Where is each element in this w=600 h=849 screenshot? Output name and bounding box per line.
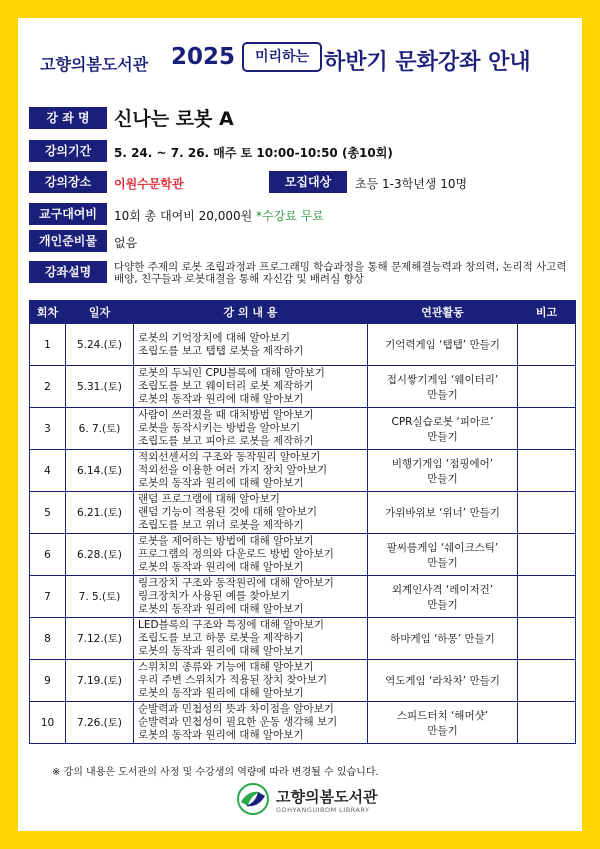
activity-line: 접시쌓기게임 ‘웨이터리’ bbox=[386, 373, 499, 386]
row-no: 3 bbox=[30, 408, 66, 450]
row-no: 4 bbox=[30, 450, 66, 492]
row-activity bbox=[368, 702, 518, 744]
row-content bbox=[134, 324, 368, 366]
row-remark bbox=[518, 618, 576, 660]
table-header-row bbox=[30, 301, 576, 324]
title-preview-tag: 미리하는 bbox=[242, 42, 322, 72]
row-content bbox=[134, 534, 368, 576]
footnote: ※ 강의 내용은 도서관의 사정 및 수강생의 역량에 따라 변경될 수 있습니다. bbox=[52, 767, 379, 778]
content-line: 랜덤 프로그램에 대해 알아보기 bbox=[138, 493, 280, 505]
row-content bbox=[134, 492, 368, 534]
content-line: 조립도를 보고 웨이터리 로봇 제작하기 bbox=[138, 380, 314, 392]
content-line: 스위치의 종류와 기능에 대해 알아보기 bbox=[138, 661, 314, 673]
course-label: 강 좌 명 bbox=[29, 107, 107, 129]
row-date: 5.24.(토) bbox=[66, 324, 134, 366]
row-content bbox=[134, 702, 368, 744]
activity-line: CPR실습로봇 ‘피아르’ bbox=[391, 415, 494, 428]
table-row bbox=[30, 324, 576, 366]
row-date: 7.19.(토) bbox=[66, 660, 134, 702]
row-remark bbox=[518, 702, 576, 744]
place-label: 강의장소 bbox=[29, 171, 107, 193]
row-no: 10 bbox=[30, 702, 66, 744]
row-activity bbox=[368, 660, 518, 702]
logo-name: 고향의봄도서관 bbox=[276, 788, 378, 806]
activity-line: 가위바위보 ‘위너’ 만들기 bbox=[385, 507, 500, 519]
content-line: 사람이 쓰러졌을 때 대처방법 알아보기 bbox=[138, 409, 314, 421]
content-line: 프로그램의 정의와 다운로드 방법 알아보기 bbox=[138, 548, 334, 560]
place-value: 이원수문학관 bbox=[114, 177, 184, 191]
row-remark bbox=[518, 408, 576, 450]
row-activity bbox=[368, 618, 518, 660]
activity-line: 기억력게임 ‘탭탭’ 만들기 bbox=[385, 339, 500, 351]
header-remark: 비고 bbox=[518, 301, 576, 324]
schedule-table bbox=[29, 300, 576, 744]
course-value: 신나는 로봇 A bbox=[114, 108, 234, 130]
header-activity: 연관활동 bbox=[368, 301, 518, 324]
content-line: 적외선센서의 구조와 동작원리 알아보기 bbox=[138, 451, 321, 463]
row-date: 6.28.(토) bbox=[66, 534, 134, 576]
table-row bbox=[30, 534, 576, 576]
row-remark bbox=[518, 534, 576, 576]
title-year: 2025 bbox=[171, 44, 236, 70]
row-content bbox=[134, 660, 368, 702]
row-no: 2 bbox=[30, 366, 66, 408]
table-row bbox=[30, 618, 576, 660]
content-line: 로봇의 동작과 원리에 대해 알아보기 bbox=[138, 603, 304, 615]
content-line: 랜덤 기능이 적용된 것에 대해 알아보기 bbox=[138, 506, 317, 518]
row-activity bbox=[368, 534, 518, 576]
row-no: 8 bbox=[30, 618, 66, 660]
content-line: 로봇을 동작시키는 방법을 알아보기 bbox=[138, 422, 301, 434]
content-line: 순발력과 민첩성의 뜻과 차이점을 알아보기 bbox=[138, 703, 334, 715]
row-activity bbox=[368, 450, 518, 492]
content-line: 조립도를 보고 피아르 로봇을 제작하기 bbox=[138, 435, 314, 447]
rental-label: 교구대여비 bbox=[29, 203, 107, 225]
table-row bbox=[30, 660, 576, 702]
row-remark bbox=[518, 366, 576, 408]
content-line: LED블록의 구조와 특징에 대해 알아보기 bbox=[138, 619, 325, 631]
desc-value: 다양한 주제의 로봇 조립과정과 프로그래밍 학습과정을 통해 문제해결능력과 창의력, 논리적 사고력 배양, 친구들과 로봇대결을 통해 자신감 및 배려심 향상 bbox=[114, 261, 567, 285]
period-label: 강의기간 bbox=[29, 140, 107, 162]
activity-line: 만들기 bbox=[427, 556, 458, 569]
content-line: 로봇의 두뇌인 CPU블록에 대해 알아보기 bbox=[138, 367, 325, 379]
table-row bbox=[30, 366, 576, 408]
content-line: 조립도를 보고 하몽 로봇을 제작하기 bbox=[138, 632, 304, 644]
content-line: 적외선을 이용한 여러 가지 장치 알아보기 bbox=[138, 464, 328, 476]
row-no: 5 bbox=[30, 492, 66, 534]
row-remark bbox=[518, 660, 576, 702]
row-no: 6 bbox=[30, 534, 66, 576]
rental-note: *수강료 무료 bbox=[256, 209, 324, 223]
row-content bbox=[134, 576, 368, 618]
header-content: 강 의 내 용 bbox=[134, 301, 368, 324]
row-content bbox=[134, 450, 368, 492]
content-line: 로봇의 동작과 원리에 대해 알아보기 bbox=[138, 561, 304, 573]
row-no: 7 bbox=[30, 576, 66, 618]
library-logo-icon bbox=[236, 782, 270, 816]
activity-line: 하마게임 ‘하몽’ 만들기 bbox=[390, 633, 495, 645]
content-line: 조립도를 보고 위너 로봇을 제작하기 bbox=[138, 519, 304, 531]
row-date: 7.26.(토) bbox=[66, 702, 134, 744]
library-logo bbox=[236, 782, 376, 822]
activity-line: 외계인사격 ‘레이저건’ bbox=[391, 583, 494, 596]
row-remark bbox=[518, 450, 576, 492]
row-activity bbox=[368, 408, 518, 450]
row-content bbox=[134, 408, 368, 450]
content-line: 로봇의 동작과 원리에 대해 알아보기 bbox=[138, 729, 304, 741]
row-date: 5.31.(토) bbox=[66, 366, 134, 408]
table-row bbox=[30, 492, 576, 534]
activity-line: 스피드터치 ‘해머샷’ bbox=[396, 709, 489, 722]
content-line: 순발력과 민첩성이 필요한 운동 생각해 보기 bbox=[138, 716, 338, 728]
period-value: 5. 24. ~ 7. 26. 매주 토 10:00-10:50 (총10회) bbox=[114, 146, 393, 160]
content-line: 로봇의 동작과 원리에 대해 알아보기 bbox=[138, 393, 304, 405]
activity-line: 만들기 bbox=[427, 472, 458, 485]
title-main: 하반기 문화강좌 안내 bbox=[324, 50, 531, 75]
prep-label: 개인준비물 bbox=[29, 230, 107, 252]
activity-line: 만들기 bbox=[427, 724, 458, 737]
activity-line: 팔씨름게임 ‘쉐이크스틱’ bbox=[386, 541, 499, 554]
header-no: 회차 bbox=[30, 301, 66, 324]
header-date: 일자 bbox=[66, 301, 134, 324]
content-line: 링크장치가 사용된 예를 찾아보기 bbox=[138, 590, 291, 602]
row-remark bbox=[518, 492, 576, 534]
row-date: 6. 7.(토) bbox=[66, 408, 134, 450]
content-line: 로봇의 동작과 원리에 대해 알아보기 bbox=[138, 687, 304, 699]
row-activity bbox=[368, 492, 518, 534]
row-no: 1 bbox=[30, 324, 66, 366]
row-no: 9 bbox=[30, 660, 66, 702]
row-remark bbox=[518, 324, 576, 366]
row-remark bbox=[518, 576, 576, 618]
activity-line: 만들기 bbox=[427, 598, 458, 611]
prep-value: 없음 bbox=[114, 236, 138, 250]
row-date: 7.12.(토) bbox=[66, 618, 134, 660]
table-row bbox=[30, 576, 576, 618]
row-activity bbox=[368, 324, 518, 366]
content-line: 우리 주변 스위치가 적용된 장치 찾아보기 bbox=[138, 674, 328, 686]
logo-english: GOHYANGUIBOM LIBRARY bbox=[276, 806, 370, 814]
row-date: 7. 5.(토) bbox=[66, 576, 134, 618]
title-library: 고향의봄도서관 bbox=[40, 55, 149, 74]
table-row bbox=[30, 702, 576, 744]
activity-line: 역도게임 ‘라차차’ 만들기 bbox=[385, 675, 500, 687]
content-line: 로봇의 기억장치에 대해 알아보기 bbox=[138, 331, 291, 344]
target-value: 초등 1-3학년생 10명 bbox=[355, 177, 468, 191]
poster bbox=[18, 18, 582, 831]
content-line: 링크장치 구조와 동작원리에 대해 알아보기 bbox=[138, 577, 334, 589]
content-line: 로봇의 동작과 원리에 대해 알아보기 bbox=[138, 477, 304, 489]
activity-line: 비행기게임 ‘점핑에어’ bbox=[391, 457, 494, 470]
row-date: 6.14.(토) bbox=[66, 450, 134, 492]
table-row bbox=[30, 450, 576, 492]
content-line: 로봇을 제어하는 방법에 대해 알아보기 bbox=[138, 535, 314, 547]
row-content bbox=[134, 618, 368, 660]
content-line: 조립도를 보고 탭탭 로봇을 제작하기 bbox=[138, 344, 304, 357]
rental-value: 10회 총 대여비 20,000원 bbox=[114, 209, 253, 223]
activity-line: 만들기 bbox=[427, 388, 458, 401]
desc-label: 강좌설명 bbox=[29, 261, 107, 283]
activity-line: 만들기 bbox=[427, 430, 458, 443]
target-label: 모집대상 bbox=[269, 171, 347, 193]
row-content bbox=[134, 366, 368, 408]
row-activity bbox=[368, 576, 518, 618]
row-activity bbox=[368, 366, 518, 408]
content-line: 로봇의 동작과 원리에 대해 알아보기 bbox=[138, 645, 304, 657]
row-date: 6.21.(토) bbox=[66, 492, 134, 534]
table-row bbox=[30, 408, 576, 450]
